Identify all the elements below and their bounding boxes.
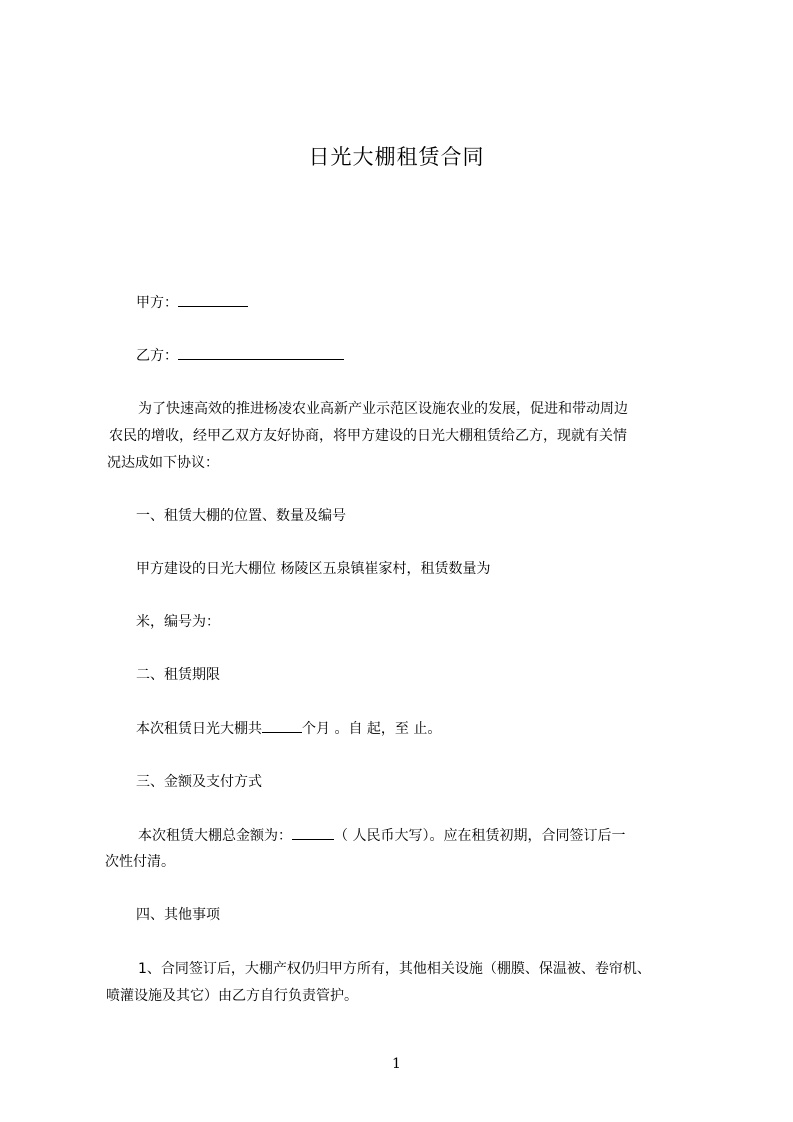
section-3-suffix: （ 人民币大写）。应在租赁初期，合同签订后一 xyxy=(334,828,626,844)
section-2-suffix: 个月 。自 起，至 止。 xyxy=(302,721,442,737)
section-3-prefix: 本次租赁大棚总金额为： xyxy=(138,828,292,844)
intro-line-3: 况达成如下协议： xyxy=(107,455,219,471)
intro-line-2: 农民的增收，经甲乙双方友好协商，将甲方建设的日光大棚租赁给乙方，现就有关情 xyxy=(109,428,627,444)
section-1-heading: 一、租赁大棚的位置、数量及编号 xyxy=(136,508,346,524)
section-4-item-1-line-2: 喷灌设施及其它）由乙方自行负责管护。 xyxy=(106,988,358,1004)
page-number: 1 xyxy=(392,1056,401,1072)
party-b-blank xyxy=(178,345,344,360)
party-b-line xyxy=(136,345,344,366)
intro-line-1: 为了快速高效的推进杨凌农业高新产业示范区设施农业的发展，促进和带动周边 xyxy=(138,401,628,417)
section-1-line-2: 米，编号为： xyxy=(136,614,220,630)
months-blank xyxy=(262,718,302,733)
section-2-prefix: 本次租赁日光大棚共 xyxy=(136,721,262,737)
party-a-label: 甲方： xyxy=(136,295,178,311)
section-4-item-1-line-1: 1、合同签订后，大棚产权仍归甲方所有，其他相关设施（棚膜、保温被、卷帘机、 xyxy=(138,961,651,977)
section-2-line xyxy=(136,718,441,739)
party-b-label: 乙方： xyxy=(136,348,178,364)
section-3-line-2: 次性付清。 xyxy=(105,854,175,870)
document-title: 日光大棚租赁合同 xyxy=(308,145,485,169)
party-a-line xyxy=(136,292,248,313)
section-4-heading: 四、其他事项 xyxy=(136,907,220,923)
section-3-line-1 xyxy=(138,825,625,846)
party-a-blank xyxy=(178,292,248,307)
section-3-heading: 三、金额及支付方式 xyxy=(136,774,262,790)
section-1-line-1: 甲方建设的日光大棚位 杨陵区五泉镇崔家村，租赁数量为 xyxy=(136,561,491,577)
section-2-heading: 二、租赁期限 xyxy=(136,667,220,683)
amount-blank xyxy=(292,825,334,840)
